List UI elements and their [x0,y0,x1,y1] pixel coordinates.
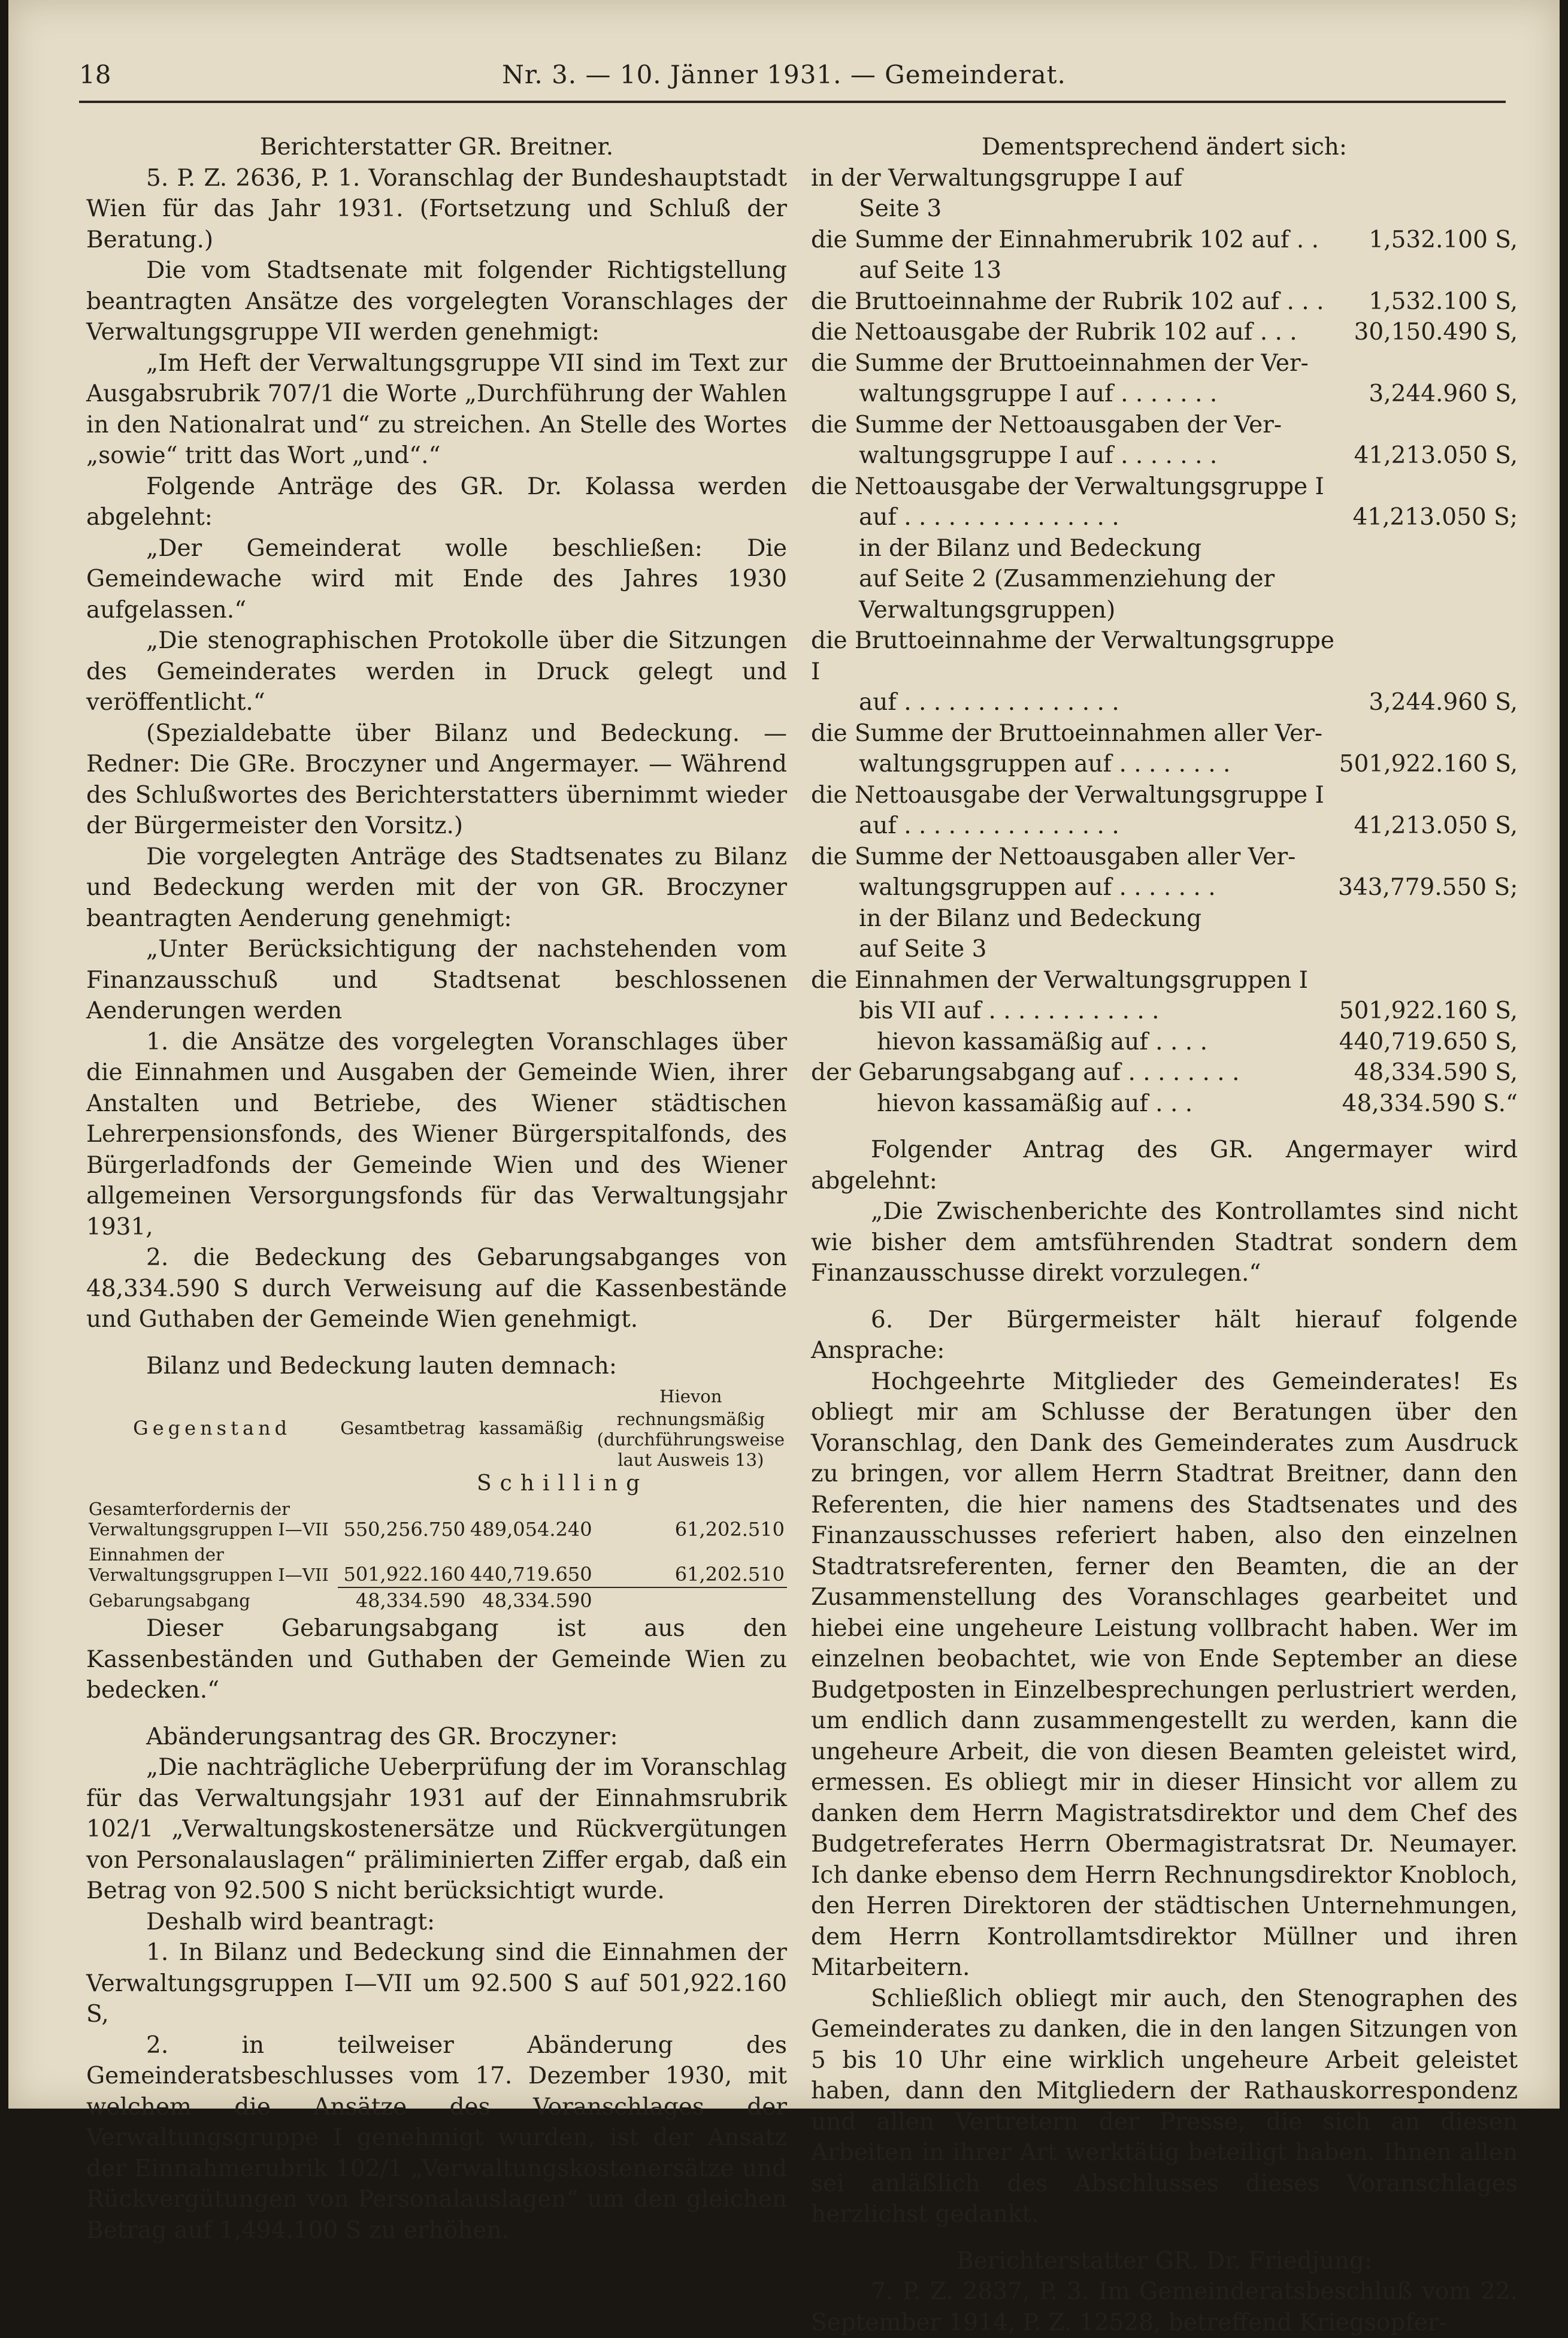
running-header: Nr. 3. — 10. Jänner 1931. — Gemeinderat. [502,60,1066,89]
balance-line [811,996,1518,1027]
balance-label: die Summe der Nettoausgaben der Ver- [811,411,1282,438]
agenda-item-5: 5. P. Z. 2636, P. 1. Voranschlag der Bundeshauptstadt Wien für das Jahr 1931. (Fortsetzung und Schluß der Beratung.) [86,164,787,253]
paragraph: Dieser Gebarungsabgang ist aus den Kassenbeständen und Guthaben der Gemeinde Wien zu bedecken.“ [86,1615,787,1704]
paragraph: Deshalb wird beantragt: [146,1908,435,1935]
header-rule [79,101,1506,103]
balance-label: die Summe der Bruttoeinnahmen der Ver- [811,349,1309,377]
balance-line [811,317,1518,348]
paragraph: „Die stenographischen Protokolle über die Sitzungen des Gemeinderates werden in Druck gelegt und veröffentlicht.“ [86,627,787,716]
balance-line [811,379,1518,410]
balance-line [811,410,1518,441]
table-header-row [86,1385,787,1408]
balance-amount: 30,150.490 S, [1354,319,1518,346]
balance-intro: Dementsprechend ändert sich: [981,134,1348,161]
row-total: 501,922.160 [343,1563,466,1586]
balance-amount: 48,334.590 S, [1354,1059,1518,1086]
rapporteur-heading: Berichterstatter GR. Breitner. [259,134,614,161]
col-accounting-header: rechnungsmäßig (durchführungsweise laut Ausweis 13) [597,1409,785,1470]
balance-line [811,1088,1518,1120]
balance-line [811,687,1518,718]
balance-label: hievon kassamäßig auf . . . . [877,1028,1207,1055]
balance-label: Verwaltungsgruppen) [859,596,1116,624]
balance-line [811,842,1518,873]
paragraph: „Der Gemeinderat wolle beschließen: Die Gemeindewache wird mit Ende des Jahres 1930 aufgelassen.“ [86,534,787,624]
balance-line [811,286,1518,317]
balance-label: Seite 3 [859,195,942,222]
balance-label: die Summe der Nettoausgaben aller Ver- [811,843,1296,870]
balance-line [811,749,1518,780]
balance-amount: 3,244.960 S, [1369,689,1518,716]
paragraph: 2. in teilweiser Abänderung des Gemeinderatsbeschlusses vom 17. Dezember 1930, mit welchem die Ansätze des Voranschlages der Verwaltungsgruppe I genehmigt wurden, ist der Ansatz der Einnahmerubrik 102/1 „Verwaltungskostenersätze und Rückvergütungen von Personalauslagen“ um den gleichen Betrag auf 1,494.100 S zu erhöhen. [86,2031,787,2244]
balance-amount: 41,213.050 S, [1354,442,1518,469]
mayor-speech: Hochgeehrte Mitglieder des Gemeinderates! Es obliegt mir am Schlusse der Beratungen über den Voranschlag, den Dank des Gemeinderates zum Ausdruck zu bringen, vor allem Herrn Stadtrat Breitner, dann den Referenten, die hier namens des Stadtsenates und des Finanzausschusses referiert haben, also den einzelnen Stadtratsreferenten, ferner den Beamten, die an der Zusammenstellung des Voranschlages gearbeitet und hiebei eine ungeheure Leistung vollbracht haben. Wer im einzelnen beobachtet, wie von Ende September an diese Budgetposten in Einzelbesprechungen perlustriert werden, um endlich dann zusammengestellt zu werden, kann die ungeheure Arbeit, die von diesen Beamten geleistet wird, ermessen. Es obliegt mir in dieser Hinsicht vor allem zu danken dem Herrn Magistratsdirektor und dem Chef des Budgetreferates Herrn Obermagistratsrat Dr. Neumayer. Ich danke ebenso dem Herrn Rechnungsdirektor Knobloch, den Herren Direktoren der städtischen Unternehmungen, dem Herrn Kontrollamtsdirektor Müllner und ihren Mitarbeitern. [811,1368,1518,1981]
balance-amount: 41,213.050 S, [1354,812,1518,839]
balance-label: in der Verwaltungsgruppe I auf [811,164,1183,192]
balance-amount: 343,779.550 S; [1338,874,1518,901]
balance-line [811,193,1518,225]
balance-amount: 501,922.160 S, [1339,997,1518,1024]
paragraph: (Spezialdebatte über Bilanz und Bedeckung. — Redner: Die GRe. Broczyner und Angermayer. — Während des Schlußwortes des Berichterstatters übernimmt wieder der Bürgermeister den Vorsitz.) [86,719,787,839]
balance-label: waltungsgruppen auf . . . . . . . . [859,751,1231,778]
amendment-heading: Abänderungsantrag des GR. Broczyner: [146,1723,618,1750]
row-accounting: 61,202.510 [674,1518,785,1541]
balance-line [811,595,1518,626]
paragraph: „Unter Berücksichtigung der nachstehenden vom Finanzausschuß und Stadtsenat beschlossenen Aenderungen werden [86,936,787,1024]
balance-line [811,810,1518,842]
rapporteur-heading: Berichterstatter GR. Dr. Friedjung: [956,2247,1372,2275]
balance-line [811,780,1518,811]
balance-line [811,255,1518,286]
balance-amount: 501,922.160 S, [1339,751,1518,778]
balance-line [811,965,1518,996]
balance-amount: 1,532.100 S, [1369,226,1518,253]
balance-label: auf . . . . . . . . . . . . . . . [859,504,1119,531]
balance-label: hievon kassamäßig auf . . . [877,1090,1193,1117]
unit-row [86,1471,787,1496]
balance-line [811,471,1518,503]
balance-amount: 1,532.100 S, [1369,288,1518,315]
row-total: 550,256.750 [343,1518,466,1541]
balance-label: die Nettoausgabe der Verwaltungsgruppe I [811,781,1324,809]
row-label: Gebarungsabgang [89,1590,250,1611]
balance-line [811,440,1518,471]
right-column [811,132,1518,2338]
agenda-item-6: 6. Der Bürgermeister hält hierauf folgende Ansprache: [811,1306,1518,1364]
row-cash: 489,054.240 [470,1518,592,1541]
row-label: Einnahmen der Verwaltungsgruppen I—VII [89,1544,329,1585]
paragraph: Folgende Anträge des GR. Dr. Kolassa werden abgelehnt: [86,473,787,531]
balance-line [811,903,1518,934]
row-accounting [595,1587,787,1613]
paragraph: „Die nachträgliche Ueberprüfung der im Voranschlag für das Verwaltungsjahr 1931 auf der Einnahmsrubrik 102/1 „Verwaltungskostenersätze und Rückvergütungen von Personalauslagen“ präliminierten Ziffer ergab, daß ein Betrag von 92.500 S nicht berücksichtigt wurde. [86,1754,787,1904]
col-total-header: Gesamtbetrag [340,1418,466,1438]
balance-line [811,625,1518,687]
row-cash: 48,334.590 [468,1587,595,1613]
balance-label: auf Seite 2 (Zusammenziehung der [859,565,1275,592]
balance-label: die Bruttoeinnahme der Verwaltungsgruppe I [811,627,1334,685]
balance-label: in der Bilanz und Bedeckung [859,905,1202,932]
balance-label: die Bruttoeinnahme der Rubrik 102 auf . . . [811,288,1324,315]
agenda-item-7: 7. P. Z. 2837, P. 3. Im Gemeinderatsbeschluß vom 22. September 1914, P. Z. 12528, betreffend Kriegsopfer- [811,2278,1518,2336]
balance-label: die Nettoausgabe der Rubrik 102 auf . . . [811,319,1297,346]
row-cash: 440,719.650 [470,1563,592,1586]
balance-line [811,564,1518,595]
balance-label: auf Seite 3 [859,936,987,963]
balance-label: auf . . . . . . . . . . . . . . . [859,689,1119,716]
balance-label: waltungsgruppe I auf . . . . . . . [859,380,1218,407]
balance-line [811,872,1518,903]
balance-line [811,1057,1518,1088]
balance-amount: 48,334.590 S.“ [1342,1090,1518,1117]
paragraph: Die vorgelegten Anträge des Stadtsenates zu Bilanz und Bedeckung werden mit der von GR. Broczyner beantragten Aenderung genehmigt: [86,843,787,932]
table-caption: Bilanz und Bedeckung lauten demnach: [146,1352,617,1380]
balance-label: die Summe der Bruttoeinnahmen aller Ver- [811,719,1323,747]
balance-label: auf Seite 13 [859,257,1002,284]
balance-line [811,934,1518,965]
balance-label: die Einnahmen der Verwaltungsgruppen I [811,966,1309,994]
balance-amount: 440,719.650 S, [1339,1028,1518,1055]
unit-label: Schilling [476,1471,649,1496]
page-number: 18 [79,60,111,89]
paragraph: „Die Zwischenberichte des Kontrollamtes sind nicht wie bisher dem amtsführenden Stadtrat sondern dem Finanzausschusse direkt vorzulegen.“ [811,1198,1518,1287]
balance-label: waltungsgruppe I auf . . . . . . . [859,442,1218,469]
paragraph: 1. die Ansätze des vorgelegten Voranschlages über die Einnahmen und Ausgaben der Gemeinde Wien, ihrer Anstalten und Betriebe, des Wiener städtischen Lehrerpensionsfonds, des Wiener Bürgerspitalfonds, des Bürgerladfonds der Gemeinde Wien und des Wiener allgemeinen Versorgungsfonds für das Verwaltungsjahr 1931, [86,1028,787,1241]
balance-amount: 3,244.960 S, [1369,380,1518,407]
balance-line [811,1027,1518,1058]
paragraph: Folgender Antrag des GR. Angermayer wird abgelehnt: [811,1136,1518,1194]
row-accounting: 61,202.510 [674,1563,785,1586]
paragraph: „Im Heft der Verwaltungsgruppe VII sind im Text zur Ausgabsrubrik 707/1 die Worte „Durchführung der Wahlen in den Nationalrat und“ zu streichen. An Stelle des Wortes „sowie“ tritt das Wort „und“.“ [86,349,787,469]
balance-label: die Nettoausgabe der Verwaltungsgruppe I [811,473,1324,500]
paragraph: Schließlich obliegt mir auch, den Stenographen des Gemeinderates zu danken, die in den langen Sitzungen von 5 bis 10 Uhr eine wirklich ungeheure Arbeit geleistet haben, dann den Mitgliedern der Rathauskorrespondenz und allen Vertretern der Presse, die sich an diesen Arbeiten in ihrer Art werktätig beteiligt haben. Ihnen allen sei anläßlich des Abschlusses dieses Voranschlages herzlichst gedankt. [811,1985,1518,2228]
left-column [86,132,787,2246]
balance-line [811,502,1518,533]
col-cash-header: kassamäßig [479,1418,583,1438]
balance-label: in der Bilanz und Bedeckung [859,534,1202,562]
balance-label: der Gebarungsabgang auf . . . . . . . . [811,1059,1240,1086]
balance-line [811,163,1518,194]
paragraph: Die vom Stadtsenate mit folgender Richtigstellung beantragten Ansätze des vorgelegten Voranschlages der Verwaltungsgruppe VII werden genehmigt: [86,257,787,346]
balance-list [811,163,1518,1120]
row-label: Gesamterfordernis der Verwaltungsgruppen I—VII [89,1499,329,1539]
table-row [86,1496,787,1542]
balance-label: auf . . . . . . . . . . . . . . . [859,812,1119,839]
balance-line [811,533,1518,564]
row-total: 48,334.590 [338,1587,468,1613]
newspaper-page [8,0,1560,2336]
balance-line [811,225,1518,256]
balance-table [86,1385,787,1613]
balance-line [811,348,1518,379]
balance-line [811,718,1518,749]
table-row [86,1542,787,1587]
balance-amount: 41,213.050 S; [1352,504,1518,531]
col-hievon-header: Hievon [659,1386,722,1407]
col-item-header: Gegenstand [133,1417,292,1439]
balance-label: bis VII auf . . . . . . . . . . . . [859,997,1160,1024]
paragraph: 1. In Bilanz und Bedeckung sind die Einnahmen der Verwaltungsgruppen I—VII um 92.500 S auf 501,922.160 S, [86,1939,787,2028]
balance-label: waltungsgruppen auf . . . . . . . [859,874,1216,901]
table-row [86,1587,787,1613]
balance-label: die Summe der Einnahmerubrik 102 auf . . [811,226,1319,253]
paragraph: 2. die Bedeckung des Gebarungsabganges von 48,334.590 S durch Verweisung auf die Kassenbestände und Guthaben der Gemeinde Wien genehmigt. [86,1244,787,1333]
